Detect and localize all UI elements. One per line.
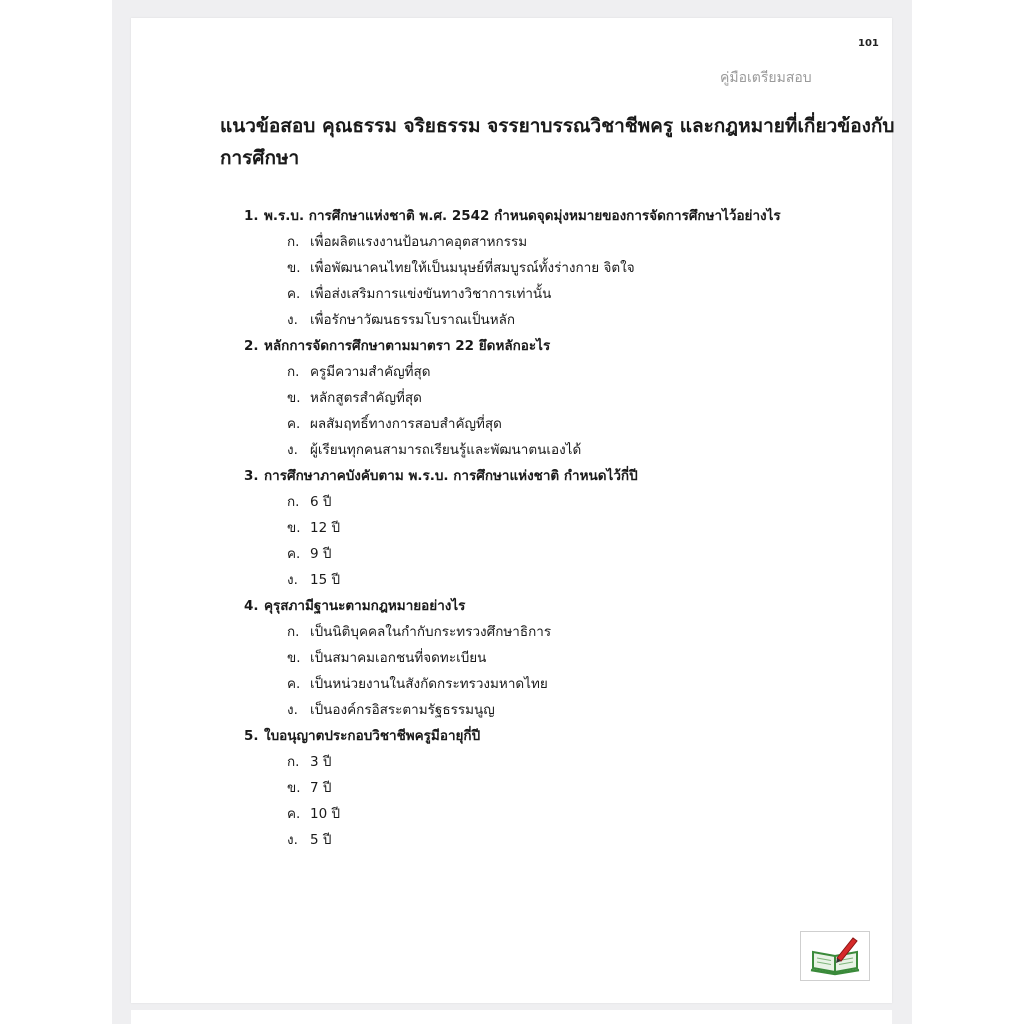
question-text: ใบอนุญาตประกอบวิชาชีพครูมีอายุกี่ปี bbox=[264, 728, 481, 744]
question-text: คุรุสภามีฐานะตามกฎหมายอย่างไร bbox=[264, 598, 466, 614]
open-book-pencil-icon bbox=[800, 931, 870, 981]
option-letter: ค. bbox=[287, 676, 301, 692]
page-title bbox=[220, 110, 895, 174]
question-1-option-a bbox=[287, 230, 527, 252]
running-header: คู่มือเตรียมสอบ bbox=[720, 70, 812, 86]
option-letter: ง. bbox=[287, 312, 298, 328]
question-4-option-b bbox=[287, 646, 486, 668]
question-5-option-c bbox=[287, 802, 340, 824]
question-4-option-d bbox=[287, 698, 495, 720]
option-text: 5 ปี bbox=[310, 832, 332, 848]
question-5-option-a bbox=[287, 750, 331, 772]
question-number: 2. bbox=[244, 338, 259, 354]
option-letter: ง. bbox=[287, 832, 298, 848]
option-text: 10 ปี bbox=[310, 806, 341, 822]
option-text: เป็นหน่วยงานในสังกัดกระทรวงมหาดไทย bbox=[310, 676, 548, 692]
question-5-option-d bbox=[287, 828, 331, 850]
option-text: หลักสูตรสำคัญที่สุด bbox=[310, 390, 422, 406]
question-number: 1. bbox=[244, 208, 259, 224]
page-title-line-2: การศึกษา bbox=[220, 147, 300, 169]
option-letter: ง. bbox=[287, 572, 298, 588]
question-4-option-a bbox=[287, 620, 551, 642]
question-4-option-c bbox=[287, 672, 548, 694]
option-text: เพื่อพัฒนาคนไทยให้เป็นมนุษย์ที่สมบูรณ์ทั้งร่างกาย จิตใจ bbox=[310, 260, 635, 276]
question-5 bbox=[244, 724, 480, 746]
question-text: พ.ร.บ. การศึกษาแห่งชาติ พ.ศ. 2542 กำหนดจุดมุ่งหมายของการจัดการศึกษาไว้อย่างไร bbox=[264, 208, 781, 224]
next-page-edge bbox=[131, 1010, 892, 1024]
option-text: 12 ปี bbox=[310, 520, 341, 536]
question-1-option-d bbox=[287, 308, 515, 330]
question-1-option-c bbox=[287, 282, 551, 304]
option-text: เป็นนิติบุคคลในกำกับกระทรวงศึกษาธิการ bbox=[310, 624, 552, 640]
option-letter: ง. bbox=[287, 702, 298, 718]
question-1 bbox=[244, 204, 781, 226]
question-3-option-d bbox=[287, 568, 340, 590]
option-text: เพื่อผลิตแรงงานป้อนภาคอุตสาหกรรม bbox=[310, 234, 528, 250]
option-text: 15 ปี bbox=[310, 572, 341, 588]
option-text: 6 ปี bbox=[310, 494, 332, 510]
page-title-line-1: แนวข้อสอบ คุณธรรม จริยธรรม จรรยาบรรณวิชาชีพครู และกฎหมายที่เกี่ยวข้องกับ bbox=[220, 115, 895, 137]
option-letter: ข. bbox=[287, 390, 301, 406]
question-1-option-b bbox=[287, 256, 635, 278]
question-3 bbox=[244, 464, 638, 486]
question-2-option-c bbox=[287, 412, 502, 434]
option-letter: ค. bbox=[287, 286, 301, 302]
question-text: หลักการจัดการศึกษาตามมาตรา 22 ยึดหลักอะไร bbox=[264, 338, 551, 354]
option-text: ครูมีความสำคัญที่สุด bbox=[310, 364, 431, 380]
book-icon-graphic bbox=[801, 932, 869, 980]
question-2-option-a bbox=[287, 360, 431, 382]
option-text: ผลสัมฤทธิ์ทางการสอบสำคัญที่สุด bbox=[310, 416, 502, 432]
option-text: ผู้เรียนทุกคนสามารถเรียนรู้และพัฒนาตนเองได้ bbox=[310, 442, 582, 458]
question-5-option-b bbox=[287, 776, 331, 798]
question-2-option-b bbox=[287, 386, 422, 408]
question-4 bbox=[244, 594, 465, 616]
option-text: เพื่อรักษาวัฒนธรรมโบราณเป็นหลัก bbox=[310, 312, 516, 328]
question-3-option-b bbox=[287, 516, 340, 538]
option-letter: ข. bbox=[287, 780, 301, 796]
question-number: 4. bbox=[244, 598, 259, 614]
option-letter: ข. bbox=[287, 260, 301, 276]
option-letter: ค. bbox=[287, 416, 301, 432]
question-number: 3. bbox=[244, 468, 259, 484]
page-number: 101 bbox=[858, 38, 879, 49]
option-letter: ง. bbox=[287, 442, 298, 458]
option-text: เป็นองค์กรอิสระตามรัฐธรรมนูญ bbox=[310, 702, 495, 718]
question-number: 5. bbox=[244, 728, 259, 744]
question-3-option-a bbox=[287, 490, 331, 512]
option-letter: ข. bbox=[287, 650, 301, 666]
option-text: เป็นสมาคมเอกชนที่จดทะเบียน bbox=[310, 650, 487, 666]
option-letter: ก. bbox=[287, 234, 300, 250]
option-text: 7 ปี bbox=[310, 780, 332, 796]
question-text: การศึกษาภาคบังคับตาม พ.ร.บ. การศึกษาแห่งชาติ กำหนดไว้กี่ปี bbox=[264, 468, 638, 484]
option-letter: ค. bbox=[287, 546, 301, 562]
option-text: เพื่อส่งเสริมการแข่งขันทางวิชาการเท่านั้น bbox=[310, 286, 552, 302]
option-letter: ก. bbox=[287, 364, 300, 380]
question-3-option-c bbox=[287, 542, 331, 564]
option-text: 9 ปี bbox=[310, 546, 332, 562]
option-letter: ก. bbox=[287, 754, 300, 770]
option-text: 3 ปี bbox=[310, 754, 332, 770]
option-letter: ก. bbox=[287, 624, 300, 640]
option-letter: ก. bbox=[287, 494, 300, 510]
option-letter: ค. bbox=[287, 806, 301, 822]
question-2 bbox=[244, 334, 550, 356]
option-letter: ข. bbox=[287, 520, 301, 536]
question-2-option-d bbox=[287, 438, 581, 460]
